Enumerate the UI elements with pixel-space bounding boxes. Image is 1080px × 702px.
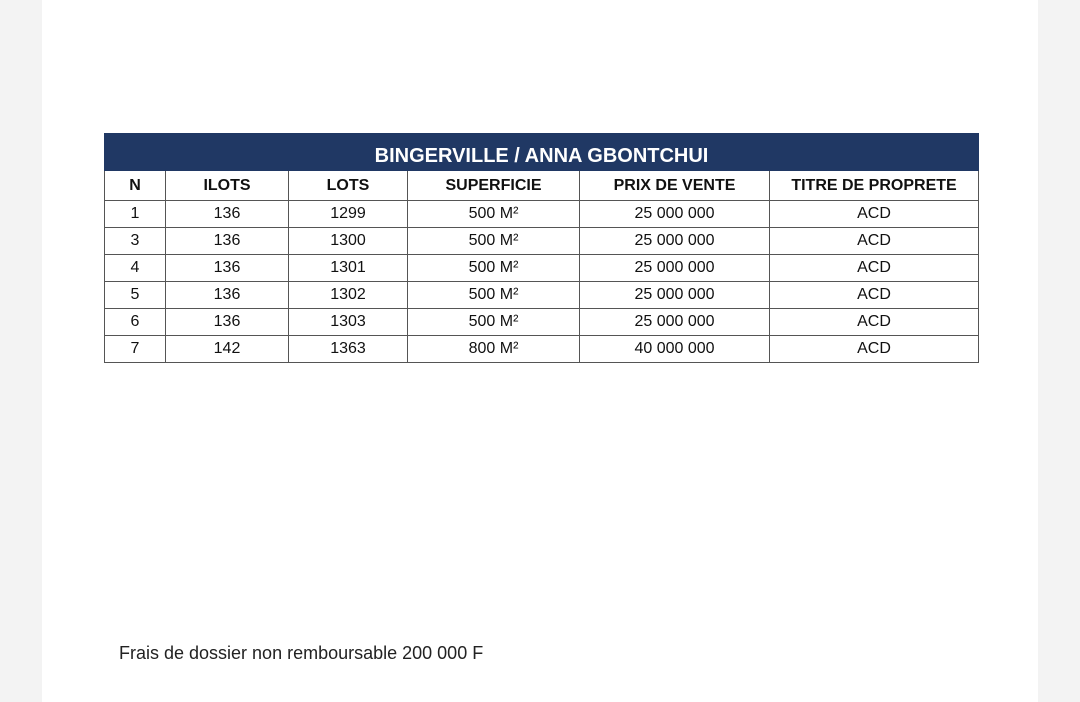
cell-titre: ACD xyxy=(770,255,979,282)
cell-lots: 1300 xyxy=(289,228,408,255)
plots-table xyxy=(104,133,979,363)
table-row xyxy=(105,309,979,336)
header-n: N xyxy=(105,171,166,201)
header-lots: LOTS xyxy=(289,171,408,201)
cell-ilots: 136 xyxy=(166,309,289,336)
table-row xyxy=(105,228,979,255)
cell-ilots: 142 xyxy=(166,336,289,363)
header-prix-de-vente: PRIX DE VENTE xyxy=(580,171,770,201)
cell-titre: ACD xyxy=(770,228,979,255)
cell-lots: 1301 xyxy=(289,255,408,282)
cell-lots: 1363 xyxy=(289,336,408,363)
cell-titre: ACD xyxy=(770,282,979,309)
table-title: BINGERVILLE / ANNA GBONTCHUI xyxy=(105,134,979,171)
cell-prix: 40 000 000 xyxy=(580,336,770,363)
cell-prix: 25 000 000 xyxy=(580,255,770,282)
cell-prix: 25 000 000 xyxy=(580,228,770,255)
cell-superficie: 500 M² xyxy=(408,255,580,282)
table-title-row xyxy=(105,134,979,171)
cell-ilots: 136 xyxy=(166,201,289,228)
table-header-row xyxy=(105,171,979,201)
cell-prix: 25 000 000 xyxy=(580,282,770,309)
header-ilots: ILOTS xyxy=(166,171,289,201)
cell-lots: 1303 xyxy=(289,309,408,336)
cell-n: 7 xyxy=(105,336,166,363)
cell-superficie: 500 M² xyxy=(408,201,580,228)
cell-ilots: 136 xyxy=(166,255,289,282)
cell-prix: 25 000 000 xyxy=(580,309,770,336)
cell-prix: 25 000 000 xyxy=(580,201,770,228)
cell-ilots: 136 xyxy=(166,282,289,309)
cell-ilots: 136 xyxy=(166,228,289,255)
table-row xyxy=(105,336,979,363)
cell-superficie: 500 M² xyxy=(408,309,580,336)
cell-n: 1 xyxy=(105,201,166,228)
cell-n: 4 xyxy=(105,255,166,282)
cell-titre: ACD xyxy=(770,336,979,363)
cell-n: 6 xyxy=(105,309,166,336)
header-titre-de-propriete: TITRE DE PROPRETE xyxy=(770,171,979,201)
cell-superficie: 500 M² xyxy=(408,228,580,255)
header-superficie: SUPERFICIE xyxy=(408,171,580,201)
cell-n: 3 xyxy=(105,228,166,255)
cell-n: 5 xyxy=(105,282,166,309)
table-row xyxy=(105,201,979,228)
cell-superficie: 500 M² xyxy=(408,282,580,309)
cell-titre: ACD xyxy=(770,201,979,228)
table-row xyxy=(105,282,979,309)
fees-footnote: Frais de dossier non remboursable 200 000 F xyxy=(119,643,484,663)
cell-lots: 1299 xyxy=(289,201,408,228)
table-row xyxy=(105,255,979,282)
cell-superficie: 800 M² xyxy=(408,336,580,363)
cell-lots: 1302 xyxy=(289,282,408,309)
cell-titre: ACD xyxy=(770,309,979,336)
